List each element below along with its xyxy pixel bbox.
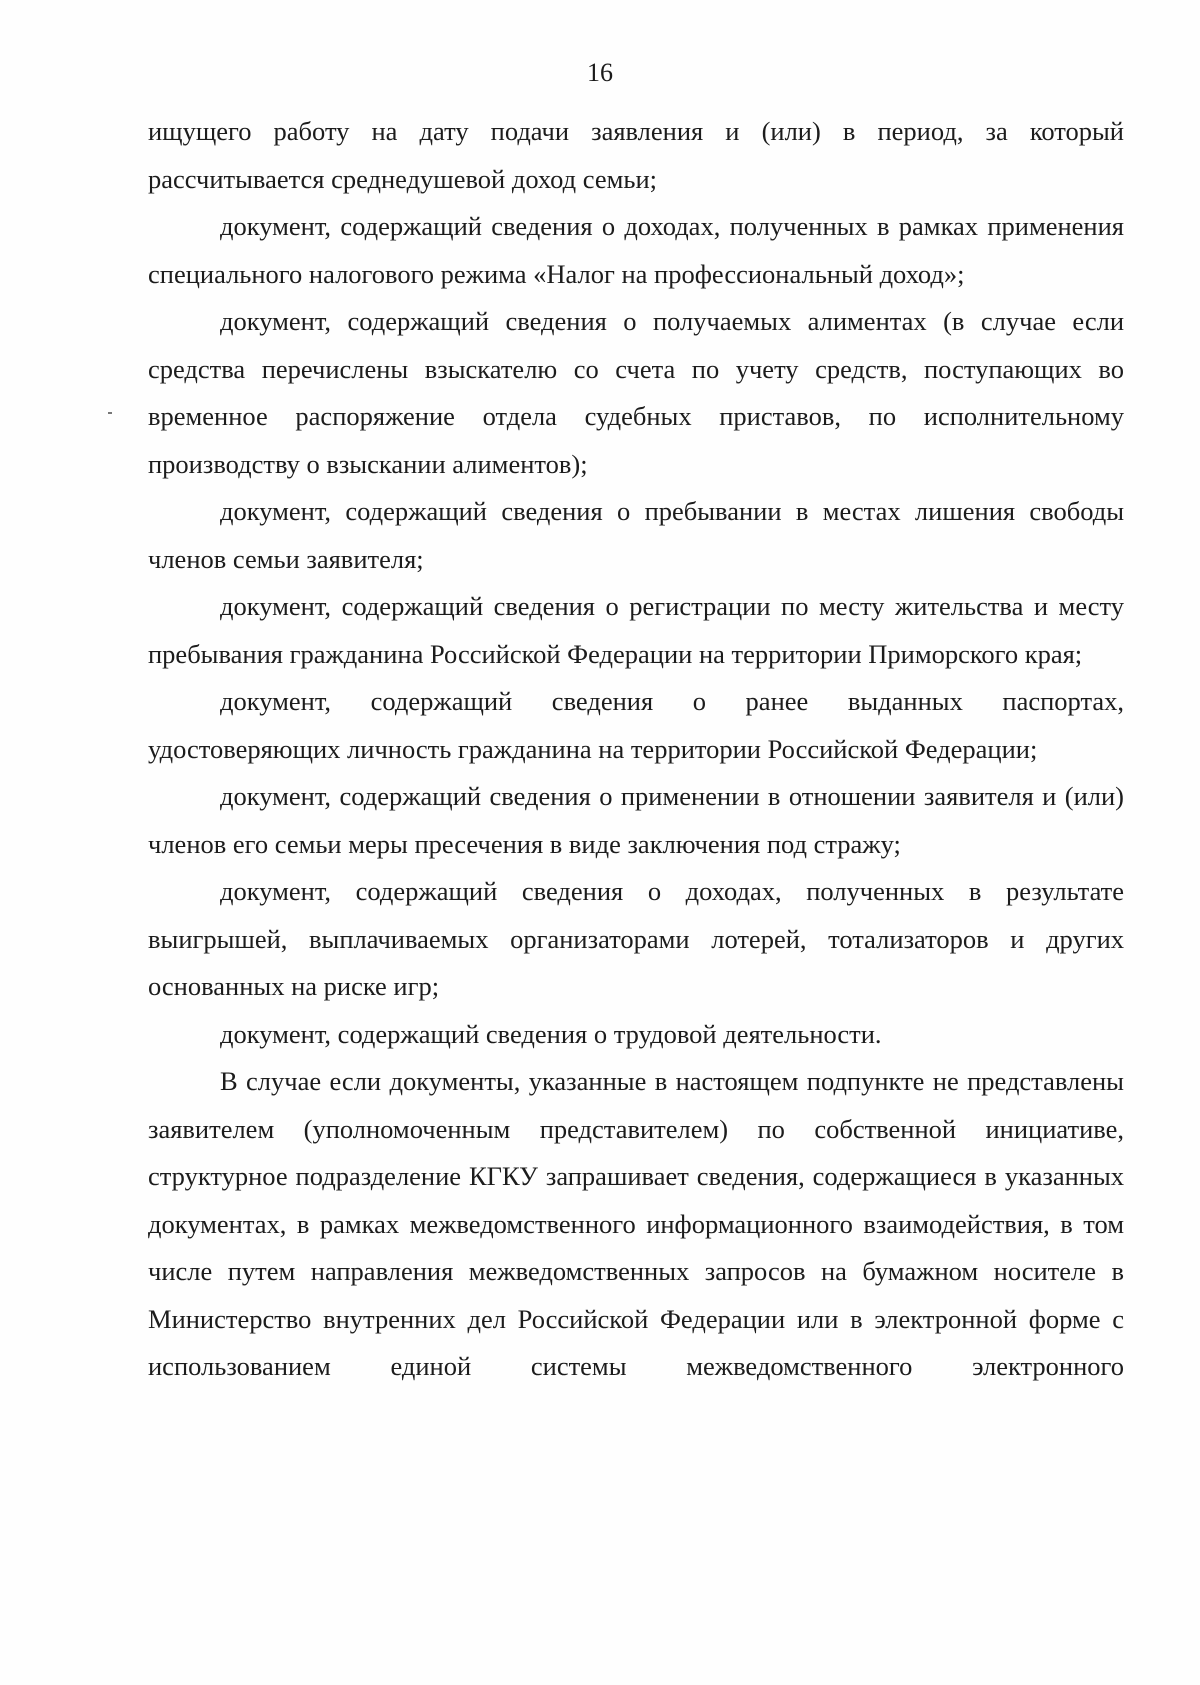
paragraph-passports: документ, содержащий сведения о ранее выданных паспортах, удостоверяющих личность гражданина на территории Российской Федерации;: [148, 686, 1124, 764]
paragraph-professional-income: документ, содержащий сведения о доходах, полученных в рамках применения специального налогового режима «Налог на профессиональный доход»;: [148, 211, 1124, 289]
paragraph-alimony: документ, содержащий сведения о получаемых алиментах (в случае если средства перечислены взыскателю со счета по учету средств, поступающих во временное распоряжение отдела судебных приставов, по исполнительному производству о взыскании алиментов);: [148, 306, 1124, 479]
paragraph-employment: документ, содержащий сведения о трудовой деятельности.: [220, 1018, 882, 1049]
paragraph-registration: документ, содержащий сведения о регистрации по месту жительства и месту пребывания гражданина Российской Федерации на территории Приморского края;: [148, 591, 1124, 669]
paragraph-lottery-income: документ, содержащий сведения о доходах, полученных в результате выигрышей, выплачиваемых организаторами лотерей, тотализаторов и других основанных на риске игр;: [148, 876, 1124, 1001]
paragraph-imprisonment: документ, содержащий сведения о пребывании в местах лишения свободы членов семьи заявителя;: [148, 496, 1124, 574]
scan-speck: [108, 412, 112, 414]
paragraph-custody: документ, содержащий сведения о применении в отношении заявителя и (или) членов его семьи меры пресечения в виде заключения под стражу;: [148, 781, 1124, 859]
paragraph-interagency-request: В случае если документы, указанные в настоящем подпункте не представлены заявителем (уполномоченным представителем) по собственной инициативе, структурное подразделение КГКУ запрашивает сведения, содержащиеся в указанных документах, в рамках межведомственного информационного взаимодействия, в том числе путем направления межведомственных запросов на бумажном носителе в Министерство внутренних дел Российской Федерации или в электронной форме с использованием единой системы межведомственного электронного: [148, 1066, 1124, 1381]
page-number: 16: [587, 58, 613, 87]
paragraph-continuation: ищущего работу на дату подачи заявления и (или) в период, за который рассчитывается среднедушевой доход семьи;: [148, 116, 1124, 194]
document-body: [148, 108, 1124, 1391]
